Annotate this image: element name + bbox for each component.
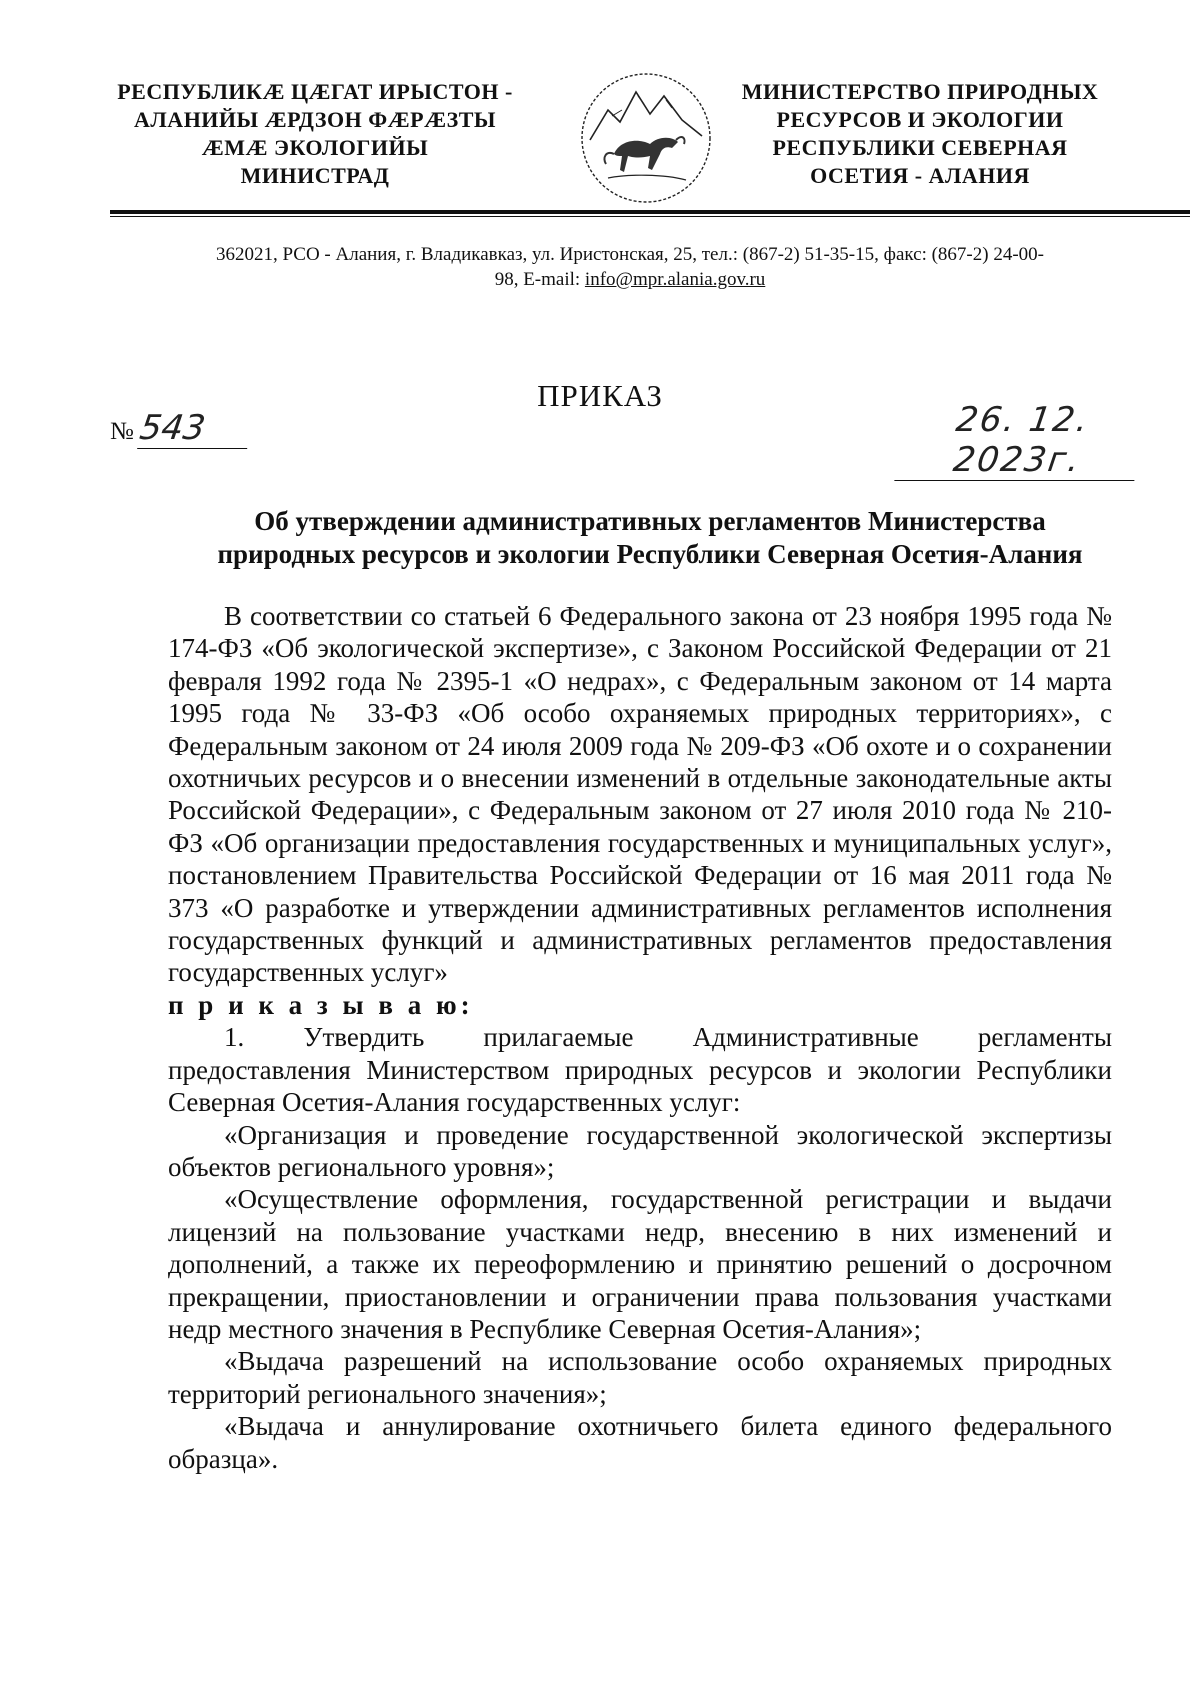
header-left-line: МИНИСТРАД: [240, 163, 390, 188]
document-type-heading: ПРИКАЗ: [537, 378, 663, 413]
order-date-handwritten: 26. 12. 2023г.: [894, 400, 1145, 481]
service-item: «Осуществление оформления, государственной регистрации и выдачи лицензий на пользование участками недр, внесению в них изменений и дополнений, а также их переоформлению и принятию решений о досрочном прекращении, приостановлении и ограничении права пользования участками недр местного значения в Республике Северная Осетия-Алания»;: [168, 1184, 1112, 1344]
coat-of-arms-leopard-icon: [578, 70, 714, 206]
address-line-2-prefix: 98, E-mail:: [494, 269, 585, 290]
header-right-line: РЕСПУБЛИКИ СЕВЕРНАЯ: [772, 135, 1068, 160]
order-number: [110, 408, 250, 449]
header-right-line: МИНИСТЕРСТВО ПРИРОДНЫХ: [741, 79, 1099, 104]
orders-word-text: п р и к а з ы в а ю:: [168, 989, 474, 1020]
header-left-line: АЛАНИЙЫ ÆРДЗОН ФÆРÆЗТЫ: [134, 107, 496, 132]
number-label: №: [110, 418, 134, 445]
header-left-line: РЕСПУБЛИКÆ ЦÆГАТ ИРЫСТОН -: [117, 79, 513, 104]
header-left-line: ÆМÆ ЭКОЛОГИЙЫ: [201, 135, 429, 160]
preamble-text: В соответствии со статьей 6 Федерального закона от 23 ноября 1995 года № 174-ФЗ «Об экологической экспертизе», с Законом Российской Федерации от 21 февраля 1992 года № 2395-1 «О недрах», с Федеральным законом от 14 марта 1995 года № 33-ФЗ «Об особо охраняемых природных территориях», с Федеральным законом от 24 июля 2009 года № 209-ФЗ «Об охоте и о сохранении охотничьих ресурсов и о внесении изменений в отдельные законодательные акты Российской Федерации», с Федеральным законом от 27 июля 2010 года № 210-ФЗ «Об организации предоставления государственных и муниципальных услуг», постановлением Правительства Российской Федерации от 16 мая 2011 года № 373 «О разработке и утверждении административных регламентов исполнения государственных функций и административных регламентов предоставления государственных услуг»: [168, 601, 1112, 988]
address-line-1: 362021, РСО - Алания, г. Владикавказ, ул. Иристонская, 25, тел.: (867-2) 51-35-15, факс: (867-2) 24-00-: [215, 244, 1044, 265]
header-divider-thin: [110, 216, 1190, 217]
header-right-line: ОСЕТИЯ - АЛАНИЯ: [810, 163, 1030, 188]
email-link[interactable]: info@mpr.alania.gov.ru: [584, 269, 766, 290]
ministry-name-russian: [720, 78, 1120, 190]
contact-address: [110, 242, 1150, 292]
header-divider-thick: [110, 210, 1190, 214]
item-1-continuation: предоставления Министерством природных ресурсов и экологии Республики Северная Осетия-Алания государственных услуг:: [168, 1054, 1112, 1118]
document-body: [168, 600, 1112, 1475]
service-item: «Выдача разрешений на использование особо охраняемых природных территорий регионального значения»;: [168, 1346, 1112, 1409]
service-item: «Организация и проведение государственной экологической экспертизы объектов регионального уровня»;: [168, 1119, 1112, 1182]
document-title-line: Об утверждении административных регламентов Министерства: [254, 506, 1046, 536]
ministry-name-ossetian: [100, 78, 530, 190]
orders-word: [168, 989, 1112, 1021]
header-right-line: РЕСУРСОВ И ЭКОЛОГИИ: [776, 107, 1064, 132]
service-item: «Выдача и аннулирование охотничьего билета единого федерального образца».: [168, 1411, 1112, 1474]
item-1-first-line: 1. Утвердить прилагаемые Административные регламенты: [224, 1022, 1112, 1053]
order-number-handwritten: 543: [137, 408, 253, 449]
document-title: [110, 505, 1190, 571]
address-line-2: [110, 267, 1150, 292]
document-title-line: природных ресурсов и экологии Республики Северная Осетия-Алания: [217, 539, 1083, 569]
preamble-paragraph: [168, 600, 1112, 989]
